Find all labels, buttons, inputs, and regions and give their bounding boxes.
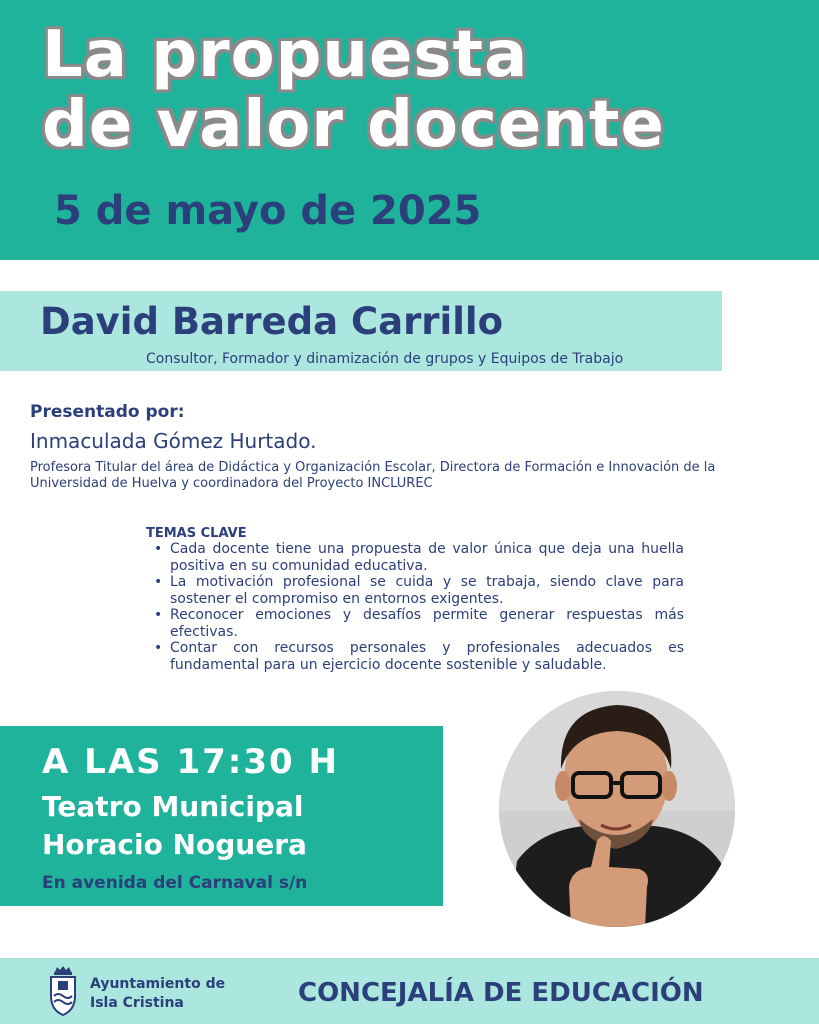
bullet-icon: • [154,574,163,590]
venue-line-1: Teatro Municipal [42,790,304,823]
concejalia-label: CONCEJALÍA DE EDUCACIÓN [298,978,704,1008]
list-item [152,541,684,574]
ayuntamiento-line-1: Ayuntamiento de [90,976,226,992]
ayuntamiento-label [90,975,225,1013]
topic-text: Contar con recursos personales y profesionales adecuados es fundamental para un ejercicio docente sostenible y saludable. [170,640,684,673]
event-venue [42,788,307,864]
event-title-line-2: de valor docente [42,88,665,162]
event-address: En avenida del Carnaval s/n [42,873,308,893]
speaker-photo [499,691,735,927]
topic-text: La motivación profesional se cuida y se trabaja, siendo clave para sostener el compromiso en entornos exigentes. [170,574,684,607]
bullet-icon: • [154,640,163,656]
ayuntamiento-line-2: Isla Cristina [90,995,184,1011]
presenter-description: Profesora Titular del área de Didáctica y Organización Escolar, Directora de Formación e Innovación de la Universidad de Huelva y coordinadora del Proyecto INCLUREC [30,460,716,491]
venue-line-2: Horacio Noguera [42,828,307,861]
list-item [152,640,684,673]
key-topics-list [152,541,684,673]
bullet-icon: • [154,607,163,623]
list-item [152,574,684,607]
presenter-name: Inmaculada Gómez Hurtado. [30,429,317,453]
topic-text: Cada docente tiene una propuesta de valor única que deja una huella positiva en su comunidad educativa. [170,541,684,574]
event-title-line-1: La propuesta [42,18,529,92]
event-date: 5 de mayo de 2025 [54,188,482,234]
presented-by-label: Presentado por: [30,402,185,422]
speaker-name: David Barreda Carrillo [40,300,504,343]
list-item [152,607,684,640]
speaker-role: Consultor, Formador y dinamización de grupos y Equipos de Trabajo [146,351,624,367]
bullet-icon: • [154,541,163,557]
coat-of-arms-icon [48,966,78,1016]
speaker-portrait-icon [499,691,735,927]
event-time: A LAS 17:30 H [42,742,339,782]
topic-text: Reconocer emociones y desafíos permite generar respuestas más efectivas. [170,607,684,640]
key-topics-title: TEMAS CLAVE [146,526,247,541]
